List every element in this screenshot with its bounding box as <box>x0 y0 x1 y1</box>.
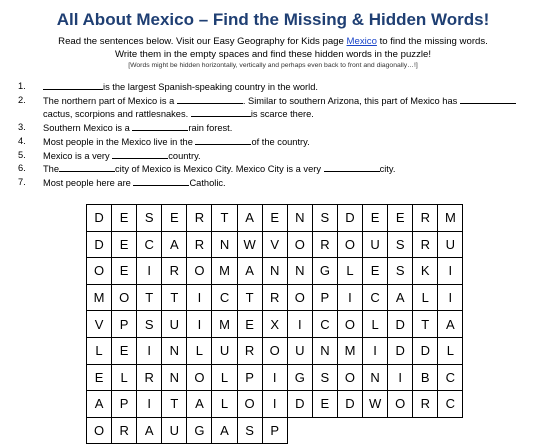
grid-letter-cell[interactable]: A <box>87 391 112 418</box>
grid-letter-cell[interactable]: O <box>388 391 413 418</box>
grid-letter-cell[interactable]: U <box>162 418 187 444</box>
question-text-part: city of Mexico is Mexico City. Mexico City is a very <box>115 164 321 174</box>
question-number: 6. <box>18 163 26 173</box>
question-text <box>43 94 533 108</box>
grid-letter-cell[interactable]: P <box>313 285 338 312</box>
grid-letter-cell[interactable]: D <box>388 311 413 338</box>
grid-letter-cell[interactable]: A <box>162 232 187 259</box>
grid-letter-cell[interactable]: U <box>288 338 313 365</box>
grid-letter-cell[interactable]: L <box>112 365 137 392</box>
grid-letter-cell[interactable]: D <box>87 205 112 232</box>
grid-letter-cell[interactable]: S <box>313 205 338 232</box>
grid-letter-cell[interactable]: R <box>137 365 162 392</box>
grid-letter-cell[interactable]: L <box>438 338 463 365</box>
instructions-text: Read the sentences below. Visit our Easy Geography for Kids page <box>58 36 347 47</box>
grid-letter-cell[interactable]: I <box>388 365 413 392</box>
answer-blank[interactable] <box>195 135 251 145</box>
question-text <box>43 162 533 176</box>
grid-letter-cell[interactable]: E <box>363 258 388 285</box>
grid-letter-cell[interactable]: D <box>338 391 363 418</box>
question-text <box>43 121 533 135</box>
grid-letter-cell[interactable]: M <box>438 205 463 232</box>
question-text-part: of the country. <box>251 137 310 147</box>
grid-letter-cell[interactable]: A <box>212 418 237 444</box>
question-text <box>43 135 533 149</box>
answer-blank[interactable] <box>460 94 516 104</box>
grid-letter-cell[interactable]: E <box>112 258 137 285</box>
grid-letter-cell[interactable]: D <box>388 338 413 365</box>
question-text-part: is the largest Spanish-speaking country in the world. <box>103 82 318 92</box>
answer-blank[interactable] <box>133 176 189 186</box>
question-number: 2. <box>18 95 26 105</box>
grid-letter-cell[interactable]: S <box>238 418 263 444</box>
question-text <box>43 80 533 94</box>
grid-letter-cell[interactable]: C <box>438 391 463 418</box>
grid-letter-cell[interactable]: L <box>87 338 112 365</box>
grid-letter-cell[interactable]: M <box>338 338 363 365</box>
grid-letter-cell[interactable]: O <box>263 338 288 365</box>
hint-note: [Words might be hidden horizontally, vertically and perhaps even back to front and diagonally…!] <box>128 62 418 69</box>
grid-letter-cell[interactable]: G <box>288 365 313 392</box>
grid-letter-cell[interactable]: E <box>87 365 112 392</box>
grid-letter-cell[interactable]: P <box>238 365 263 392</box>
grid-letter-cell[interactable]: T <box>413 311 438 338</box>
grid-letter-cell[interactable]: W <box>238 232 263 259</box>
grid-letter-cell[interactable]: E <box>162 205 187 232</box>
grid-letter-cell[interactable]: K <box>413 258 438 285</box>
grid-letter-cell[interactable]: S <box>388 232 413 259</box>
grid-letter-cell[interactable]: R <box>112 418 137 444</box>
question-text-part: country. <box>168 151 201 161</box>
word-search-grid <box>86 204 463 444</box>
grid-letter-cell[interactable]: B <box>413 365 438 392</box>
grid-letter-cell[interactable]: A <box>238 205 263 232</box>
grid-letter-cell[interactable]: U <box>438 232 463 259</box>
grid-letter-cell[interactable]: R <box>413 232 438 259</box>
grid-letter-cell[interactable]: O <box>288 285 313 312</box>
grid-letter-cell[interactable]: P <box>112 311 137 338</box>
grid-letter-cell[interactable]: I <box>187 285 212 312</box>
grid-letter-cell[interactable]: R <box>187 232 212 259</box>
question-text <box>43 176 533 190</box>
grid-letter-cell[interactable]: U <box>162 311 187 338</box>
grid-letter-cell[interactable]: O <box>288 232 313 259</box>
grid-letter-cell[interactable]: X <box>263 311 288 338</box>
question-text-part: is scarce there. <box>250 109 314 119</box>
answer-blank[interactable] <box>324 162 380 172</box>
grid-letter-cell[interactable]: I <box>187 311 212 338</box>
grid-letter-cell[interactable]: O <box>87 258 112 285</box>
grid-letter-cell[interactable]: O <box>187 258 212 285</box>
question-text-part: city. <box>379 164 396 174</box>
grid-letter-cell[interactable]: V <box>87 311 112 338</box>
grid-letter-cell[interactable]: P <box>112 391 137 418</box>
grid-letter-cell[interactable]: C <box>313 311 338 338</box>
grid-letter-cell[interactable]: I <box>288 311 313 338</box>
grid-letter-cell[interactable]: O <box>338 311 363 338</box>
grid-letter-cell[interactable]: I <box>263 391 288 418</box>
question-text-part: rain forest. <box>188 123 233 133</box>
grid-letter-cell[interactable]: P <box>263 418 288 444</box>
grid-letter-cell[interactable]: D <box>413 338 438 365</box>
grid-letter-cell[interactable]: N <box>162 365 187 392</box>
grid-letter-cell[interactable]: I <box>363 338 388 365</box>
instructions-text: to find the missing words. <box>376 36 488 47</box>
question-text-part: Catholic. <box>189 178 226 188</box>
grid-letter-cell[interactable]: G <box>313 258 338 285</box>
question-text-part: Most people here are <box>43 178 131 188</box>
grid-letter-cell[interactable]: D <box>288 391 313 418</box>
grid-letter-cell[interactable]: L <box>338 258 363 285</box>
grid-letter-cell[interactable]: E <box>112 232 137 259</box>
grid-letter-cell[interactable]: D <box>338 205 363 232</box>
grid-letter-cell[interactable]: E <box>238 311 263 338</box>
grid-letter-cell[interactable]: E <box>112 338 137 365</box>
grid-letter-cell[interactable]: S <box>313 365 338 392</box>
grid-letter-cell[interactable]: C <box>363 285 388 312</box>
question-text <box>43 107 533 121</box>
grid-letter-cell[interactable]: M <box>87 285 112 312</box>
grid-letter-cell[interactable]: A <box>438 311 463 338</box>
worksheet-title: All About Mexico – Find the Missing & Hidden Words! <box>56 10 490 29</box>
grid-letter-cell[interactable]: A <box>187 391 212 418</box>
grid-letter-cell[interactable]: N <box>263 258 288 285</box>
question-number: 3. <box>18 122 26 132</box>
instructions-line-2: Write them in the empty spaces and find these hidden words in the puzzle! <box>114 49 432 60</box>
question-number: 1. <box>18 81 26 91</box>
grid-letter-cell[interactable]: M <box>212 258 237 285</box>
grid-letter-cell[interactable]: W <box>363 391 388 418</box>
grid-letter-cell[interactable]: N <box>313 338 338 365</box>
grid-letter-cell[interactable]: S <box>137 311 162 338</box>
grid-letter-cell[interactable]: A <box>388 285 413 312</box>
grid-letter-cell[interactable]: E <box>363 205 388 232</box>
question-text-part: The northern part of Mexico is a <box>43 96 175 106</box>
grid-letter-cell[interactable]: T <box>212 205 237 232</box>
question-number: 7. <box>18 177 26 187</box>
answer-blank[interactable] <box>59 162 115 172</box>
grid-letter-cell[interactable]: A <box>137 418 162 444</box>
grid-letter-cell[interactable]: I <box>438 258 463 285</box>
question-text-part: . Similar to southern Arizona, this part of Mexico has <box>242 96 458 106</box>
grid-letter-cell[interactable]: T <box>238 285 263 312</box>
instructions-line-1 <box>0 35 546 48</box>
grid-letter-cell[interactable]: N <box>162 338 187 365</box>
grid-letter-cell[interactable]: O <box>87 418 112 444</box>
instructions <box>0 35 546 61</box>
grid-letter-cell[interactable]: R <box>413 205 438 232</box>
grid-letter-cell[interactable]: R <box>238 338 263 365</box>
question-text-part: cactus, scorpions and rattlesnakes. <box>43 109 189 119</box>
grid-letter-cell[interactable]: C <box>212 285 237 312</box>
answer-blank[interactable] <box>112 149 168 159</box>
grid-letter-cell[interactable]: O <box>187 365 212 392</box>
grid-letter-cell[interactable]: L <box>212 365 237 392</box>
grid-letter-cell[interactable]: N <box>288 205 313 232</box>
grid-letter-cell[interactable]: D <box>87 232 112 259</box>
answer-blank[interactable] <box>43 80 103 90</box>
grid-letter-cell[interactable]: G <box>187 418 212 444</box>
grid-letter-cell[interactable]: T <box>137 285 162 312</box>
grid-letter-cell[interactable]: R <box>187 205 212 232</box>
grid-letter-cell[interactable]: L <box>413 285 438 312</box>
grid-letter-cell[interactable]: I <box>338 285 363 312</box>
grid-letter-cell[interactable]: I <box>137 338 162 365</box>
grid-letter-cell[interactable]: R <box>313 232 338 259</box>
grid-letter-cell[interactable]: L <box>363 311 388 338</box>
grid-letter-cell[interactable]: E <box>388 205 413 232</box>
grid-letter-cell[interactable]: O <box>338 232 363 259</box>
answer-blank[interactable] <box>191 107 251 117</box>
grid-letter-cell[interactable]: O <box>112 285 137 312</box>
grid-letter-cell[interactable]: L <box>187 338 212 365</box>
grid-letter-cell[interactable]: R <box>263 285 288 312</box>
grid-letter-cell[interactable]: C <box>137 232 162 259</box>
grid-letter-cell[interactable]: E <box>263 205 288 232</box>
grid-letter-cell[interactable]: M <box>212 311 237 338</box>
grid-letter-cell[interactable]: T <box>162 391 187 418</box>
question-text-part: Most people in the Mexico live in the <box>43 137 193 147</box>
mexico-link[interactable]: Mexico <box>346 36 377 47</box>
grid-letter-cell[interactable]: S <box>388 258 413 285</box>
grid-letter-cell[interactable]: R <box>162 258 187 285</box>
grid-letter-cell[interactable]: R <box>413 391 438 418</box>
question-text <box>43 149 533 163</box>
grid-letter-cell[interactable]: T <box>162 285 187 312</box>
grid-letter-cell[interactable]: I <box>438 285 463 312</box>
grid-letter-cell[interactable]: U <box>212 338 237 365</box>
grid-letter-cell[interactable]: L <box>212 391 237 418</box>
grid-letter-cell[interactable]: O <box>338 365 363 392</box>
question-text-part: The <box>43 164 60 174</box>
grid-letter-cell[interactable]: E <box>313 391 338 418</box>
grid-letter-cell[interactable]: V <box>263 232 288 259</box>
grid-letter-cell[interactable]: S <box>137 205 162 232</box>
question-text-part: Southern Mexico is a <box>43 123 130 133</box>
question-number: 5. <box>18 150 26 160</box>
grid-letter-cell[interactable]: A <box>238 258 263 285</box>
grid-letter-cell[interactable]: I <box>137 258 162 285</box>
question-number: 4. <box>18 136 26 146</box>
answer-blank[interactable] <box>177 94 243 104</box>
grid-letter-cell[interactable]: N <box>212 232 237 259</box>
grid-letter-cell[interactable]: I <box>263 365 288 392</box>
grid-letter-cell[interactable]: N <box>288 258 313 285</box>
grid-letter-cell[interactable]: U <box>363 232 388 259</box>
grid-letter-cell[interactable]: I <box>137 391 162 418</box>
grid-letter-cell[interactable]: C <box>438 365 463 392</box>
grid-letter-cell[interactable]: N <box>363 365 388 392</box>
grid-letter-cell[interactable]: O <box>238 391 263 418</box>
answer-blank[interactable] <box>132 121 188 131</box>
grid-letter-cell[interactable]: E <box>112 205 137 232</box>
question-text-part: Mexico is a very <box>43 151 110 161</box>
